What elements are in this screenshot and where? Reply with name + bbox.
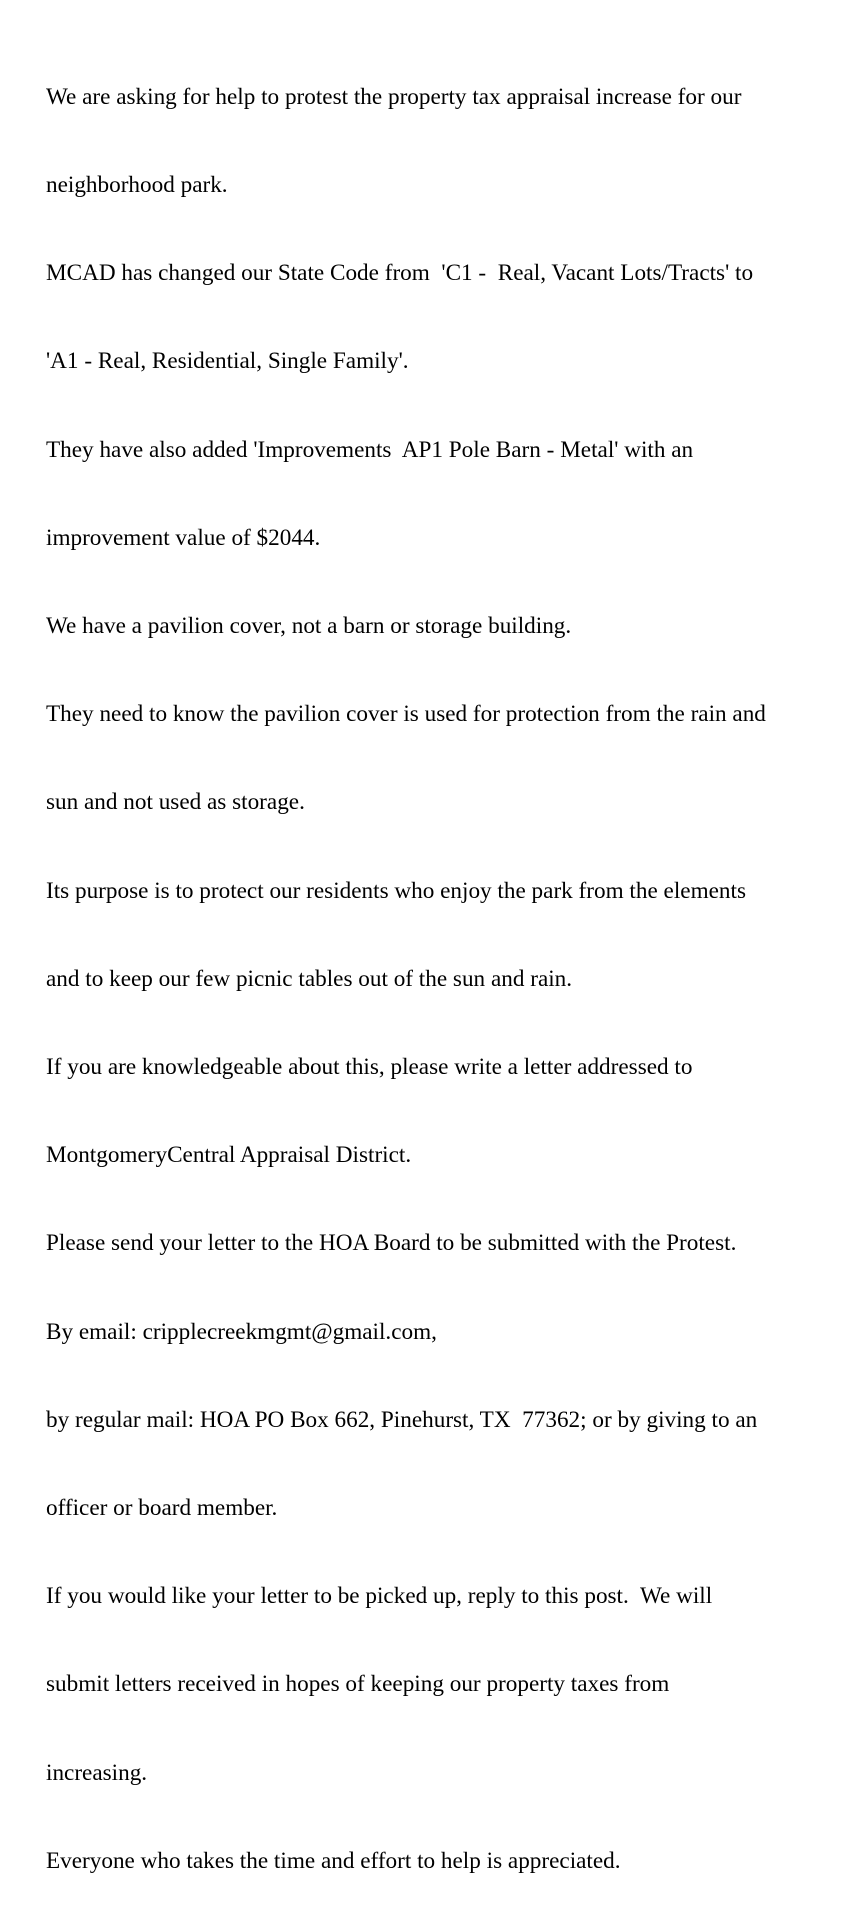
text-line: We have a pavilion cover, not a barn or storage building. <box>46 613 572 640</box>
text-line: MCAD has changed our State Code from 'C1 - Real, Vacant Lots/Tracts' to <box>46 260 754 287</box>
text-line: neighborhood park. <box>46 172 228 199</box>
text-line: increasing. <box>46 1759 148 1786</box>
text-line: MontgomeryCentral Appraisal District. <box>46 1142 412 1169</box>
text-line: 'A1 - Real, Residential, Single Family'. <box>46 348 409 375</box>
text-line: sun and not used as storage. <box>46 789 305 816</box>
text-line: If you would like your letter to be picked up, reply to this post. We will <box>46 1583 713 1610</box>
text-line: Its purpose is to protect our residents who enjoy the park from the elements <box>46 877 746 904</box>
text-line: submit letters received in hopes of keeping our property taxes from <box>46 1671 670 1698</box>
text-line: officer or board member. <box>46 1495 278 1522</box>
text-line: Please send your letter to the HOA Board to be submitted with the Protest. <box>46 1230 737 1257</box>
email-line: By email: cripplecreekmgmt@gmail.com, <box>46 1318 437 1345</box>
text-line: They have also added 'Improvements AP1 Pole Barn - Metal' with an <box>46 436 694 463</box>
text-line: We are asking for help to protest the property tax appraisal increase for our <box>46 83 742 110</box>
text-line: improvement value of $2044. <box>46 524 321 551</box>
text-line: They need to know the pavilion cover is used for protection from the rain and <box>46 701 766 728</box>
text-line: If you are knowledgeable about this, please write a letter addressed to <box>46 1054 693 1081</box>
mailing-address-line: by regular mail: HOA PO Box 662, Pinehurst, TX 77362; or by giving to an <box>46 1406 758 1433</box>
text-line: Everyone who takes the time and effort to help is appreciated. <box>46 1847 621 1874</box>
notice-text-block <box>46 24 846 1906</box>
text-line: and to keep our few picnic tables out of the sun and rain. <box>46 965 573 992</box>
